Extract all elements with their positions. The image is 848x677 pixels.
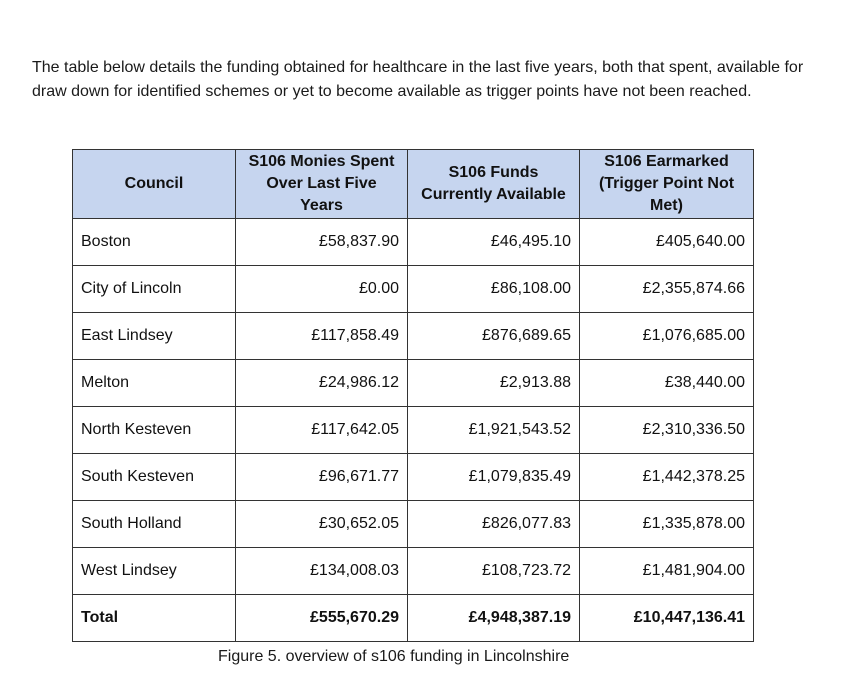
council-name: Melton <box>73 360 236 407</box>
table-row <box>73 266 754 313</box>
available-value: £46,495.10 <box>408 219 580 266</box>
header-council: Council <box>73 150 236 219</box>
council-name: Boston <box>73 219 236 266</box>
council-name: West Lindsey <box>73 548 236 595</box>
table-body <box>73 219 754 642</box>
table-row <box>73 360 754 407</box>
earmarked-value: £2,310,336.50 <box>580 407 754 454</box>
spent-value: £58,837.90 <box>236 219 408 266</box>
spent-value: £0.00 <box>236 266 408 313</box>
earmarked-value: £2,355,874.66 <box>580 266 754 313</box>
spent-value: £117,642.05 <box>236 407 408 454</box>
table-row <box>73 454 754 501</box>
council-name: South Holland <box>73 501 236 548</box>
table-header <box>73 150 754 219</box>
header-available: S106 Funds Currently Available <box>408 150 580 219</box>
spent-value: £117,858.49 <box>236 313 408 360</box>
earmarked-value: £1,335,878.00 <box>580 501 754 548</box>
total-spent: £555,670.29 <box>236 595 408 642</box>
spent-value: £30,652.05 <box>236 501 408 548</box>
available-value: £2,913.88 <box>408 360 580 407</box>
total-available: £4,948,387.19 <box>408 595 580 642</box>
table-row <box>73 501 754 548</box>
earmarked-value: £405,640.00 <box>580 219 754 266</box>
header-spent: S106 Monies Spent Over Last Five Years <box>236 150 408 219</box>
council-name: North Kesteven <box>73 407 236 454</box>
table-row <box>73 313 754 360</box>
council-name: East Lindsey <box>73 313 236 360</box>
earmarked-value: £1,076,685.00 <box>580 313 754 360</box>
council-name: City of Lincoln <box>73 266 236 313</box>
header-row <box>73 150 754 219</box>
table-row <box>73 219 754 266</box>
total-row <box>73 595 754 642</box>
available-value: £108,723.72 <box>408 548 580 595</box>
total-earmarked: £10,447,136.41 <box>580 595 754 642</box>
spent-value: £24,986.12 <box>236 360 408 407</box>
spent-value: £134,008.03 <box>236 548 408 595</box>
funding-table <box>72 149 754 642</box>
council-name: South Kesteven <box>73 454 236 501</box>
earmarked-value: £1,481,904.00 <box>580 548 754 595</box>
total-label: Total <box>73 595 236 642</box>
header-earmarked: S106 Earmarked (Trigger Point Not Met) <box>580 150 754 219</box>
table-row <box>73 548 754 595</box>
table-row <box>73 407 754 454</box>
available-value: £1,079,835.49 <box>408 454 580 501</box>
available-value: £876,689.65 <box>408 313 580 360</box>
available-value: £86,108.00 <box>408 266 580 313</box>
earmarked-value: £1,442,378.25 <box>580 454 754 501</box>
spent-value: £96,671.77 <box>236 454 408 501</box>
available-value: £826,077.83 <box>408 501 580 548</box>
earmarked-value: £38,440.00 <box>580 360 754 407</box>
intro-paragraph: The table below details the funding obtained for healthcare in the last five years, both that spent, available for draw down for identified schemes or yet to become available as trigger points have not been reached. <box>32 59 804 100</box>
available-value: £1,921,543.52 <box>408 407 580 454</box>
figure-caption: Figure 5. overview of s106 funding in Lincolnshire <box>218 648 570 665</box>
